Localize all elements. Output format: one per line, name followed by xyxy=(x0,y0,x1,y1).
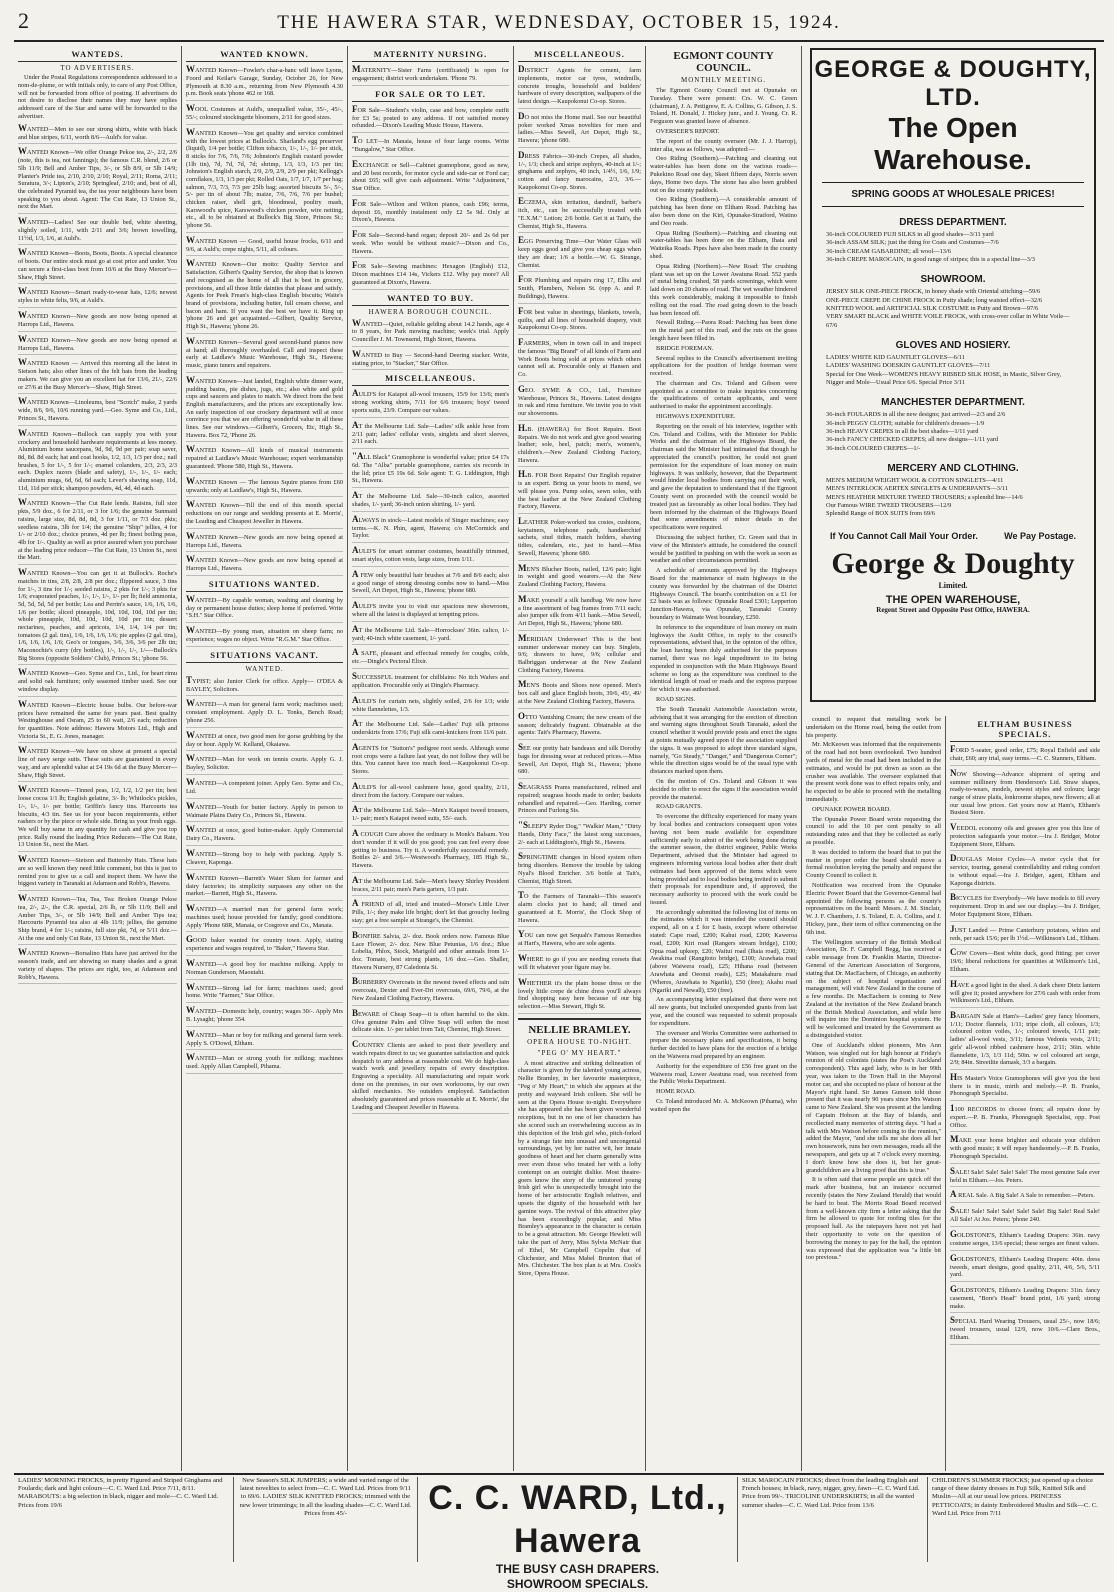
classified-ad: WOOL Costumes at Auld's, unequalled value, 35/-, 45/-, 55/-; coloured stockingette bloomers, 2/11 for good sizes. xyxy=(186,103,343,125)
classified-ad: COW Covers—Best white duck, good fitting; per cover 19/6; liberal reductions for quantities at Wilkinson's Ltd., Eltham. xyxy=(950,947,1100,976)
classified-ad: WANTED Known—We offer Orange Pekoe tea, 2/-, 2/2, 2/6 (note, this is tea, not fannings); the famous C.R. blend, 2/6 or 5lb 11/9; Bell and Amber Tips, 3/-, or 5lb 8/9, or 5lb 14/9; Planter's Pride tea, 2/10, 2/10, 2/10; Royal, 2/11; Roma, 2/11; Suratura, 3/-; Lipton's, 2/10; Springleaf, 2/10; and, best of all, the celebrated Pyramid tea, the tea your neighbours have been speaking to you about. Agent: The Cut Rate, 13 Union St., next the Mart. xyxy=(18,146,177,214)
classified-ad: H.B. (HAWERA) for Boot Repairs. Boot Repairs. We do not work and give good wearing leather; sole, heel, patch; men's, women's, children's.—New Zealand Clothing Factory, Hawera. xyxy=(518,423,641,468)
classified-ad: A FEW only beautiful hair brushes at 7/6 and 8/6 each; also a good range of strong dressing combs now to hand.—Miss Sewell, Art Depot, High St., Hawera; 'phone 680. xyxy=(352,569,509,598)
classified-ad: WANTED—A good boy for machine milking. Apply to Norman Gunderson, Maoutahi. xyxy=(186,958,343,980)
ad-line: LADIES' WASHING DOESKIN GAUNTLET GLOVES—7/11 xyxy=(826,362,991,370)
ad-list xyxy=(186,594,343,647)
article-paragraph: The South Taranaki Automobile Association wrote, advising that it was arranging for the erection of direction and warning signs throughout South Taranaki, asked the council whether it would provide posts and erect the signs at points mutually agreed upon if the association supplied the signs. It was proposed to adopt three standard signs, namely, "Go Steady," "Danger," and "Dangerous Corner"; while the direction signs would be of the usual type with distances marked upon them. xyxy=(650,705,797,776)
classified-ad: NOW Showing—Advance shipment of spring and summer millinery from Henderson's Ltd. Straw shapes, ready-to-wears, models, newest styles and colours; large range of straw plaits, lonkroome shapes, new flowers; all at our usual low prices. Get yours now at Ham's, Eltham's Busiest Store. xyxy=(950,768,1100,820)
classified-ad: WANTED Known—Several good second-hand pianos now at hand; all thoroughly overhauled. Call and inspect these early at Laidlaw's Music Warehouse, High St., Hawera; music, piano tuners and repairers. xyxy=(186,336,343,373)
ad-line: Splendid Range of BOX SUITS from 69/6 xyxy=(826,510,935,518)
classified-ad: A COUGH Cure above the ordinary is Monk's Balsam. You don't wonder if it will do you good; you can feel every dose getting to business. Try it. A wonderfully successful remedy. Bottles 2/- and 3/6.—Westwood's Pharmacy, 185 High St., Hawera. xyxy=(352,828,509,873)
classified-ad: WANTED—Domestic help, country; wages 30/-. Apply Mrs B. Lysaght; 'phone 354. xyxy=(186,1005,343,1027)
classified-ad: WANTED—Men to see our strong shirts, white with black and blue stripes, 6/11, worth 8/6—Auld's for value. xyxy=(18,123,177,145)
classified-ad: WANTED—Strong boy to help with packing. Apply S. Cleaver, Kaponga. xyxy=(186,848,343,870)
ad-list xyxy=(18,123,177,984)
ward-ad-center-right: SILK MAROCAIN FROCKS; direct from the leading English and French houses; in black, navy, nigger, grey, fawn—C. C. Ward Ltd. Price from 99/-. TRICOLINE UNDERSKIRTS; in all the wanted summer shades—C. C. Ward Ltd. Price from 13/6 xyxy=(738,1477,928,1562)
article-paragraph: OVERSEER'S REPORT. xyxy=(656,127,720,135)
classified-ad: WANTED Known—Fowler's char-a-banc will leave Lyons, Foord and Keilar's Garage, Sunday, October 26, for New Plymouth at 8.30 a.m., returning from New Plymouth 4.30 p.m. Book seats 'phone 462 or 168. xyxy=(186,64,343,101)
classified-ad: BICYCLES for Everybody—We have models to fill every requirement. Drop in and see our display.—Ira J. Bridger, Motor Equipment Store, Eltham. xyxy=(950,892,1100,921)
classified-ad: FARMERS, when in town call in and inspect the famous "Big Brand" of all kinds of Farm and Work Boots being sold at prices which others cannot sell at. Procurable only at Hansen and Co. xyxy=(518,337,641,382)
classified-ad: 1100 RECORDS to choose from; all repairs done by expert.—P. B. Franks, Phonograph Specialist, opp. Post Office. xyxy=(950,1103,1100,1132)
classified-ad: MAKE your home brighter and educate your children with good music; it will repay handsomely.—P. B. Franks, Phonograph Specialist. xyxy=(950,1134,1100,1163)
ward-advertisement xyxy=(14,1473,1104,1591)
ad-line: ONE-PIECE CREPE DE CHINE FROCK in Putty shade; long waisted effect—32/6 xyxy=(826,296,1043,304)
article-paragraph: Mr. McKeown was informed that the requirements of the road had not been overlooked. Two hundred yards of metal for the road had been included in the estimates, and would be put down as soon as the crusher was available. The overseer explained that the present work done was to effect repairs only, and he expected to be able to proceed with the metalling immediately. xyxy=(806,741,941,803)
mail-order-text: If You Cannot Call Mail Your Order. xyxy=(830,530,978,541)
article-paragraph: A schedule of amounts approved by the Highways Board for the maintenance of main highways in the county was forwarded by the chairman of the District Highways Council. The board's contribution on a £1 for £2 basis was as follows: Opunake Road £301; Lepperton Junction-Hawera, via Opunake, Taranaki County boundary to Waimate West boundary, £250. xyxy=(650,567,797,621)
classified-ad: BEWARE of Cheap Soap—it is often harmful to the skin. Olva genuine Palm and Olive Soap will soften the most delicate skin. 1/- per tablet from Tait, Chemist, High Street. xyxy=(352,1008,509,1037)
section-heading: WANTED KNOWN. xyxy=(186,49,343,62)
classified-ad: WANTED Known—We have on show at present a special line of navy serge suits. These suits are guaranteed in every way, and are splendid value at £4 19s 6d at the Busy Mercer—Shaw, High Street. xyxy=(18,745,177,782)
ad-line: 36-inch HEAVY CREPES in all the best shades—1/11 yard xyxy=(826,427,979,435)
classified-ad: FOR best value in sheetings, blankets, towels, quilts, and all lines of household drapery, visit Kaupokonui Co-op. Stores. xyxy=(518,306,641,335)
classified-ad: WANTED—Quiet, reliable gelding about 14.2 hands, age 4 to 8 years, for Park mowing machine; week's trial. Apply Counciller J. M. Townsend, High Street, Hawera. xyxy=(352,318,509,347)
classified-ad: AT the Melbourne Ltd. Sale—Men's heavy Shirley President braces, 2/11 pair; men's Paris garters, 1/3 pair. xyxy=(352,875,509,897)
article-paragraph: The Egmont County Council met at Opunake on Tuesday. There were present: Crs. W. C. Green (chairman), J. A. Pettigrew, E. A. Collins, G. Gibson, J. S. Toland, H. Donald, J. Hickey junr., and J. Young. Cr. R. Ferguson was granted leave of absence. xyxy=(650,87,797,126)
ad-list xyxy=(186,64,343,576)
newspaper-page xyxy=(14,6,1104,1591)
classified-ad: "SLEEPY Ryder Dog," "Walkin' Mam," "Dirty Hands, Dirty Face," the latest song successes, 2/- each at Liddington's, High St., Hawera. xyxy=(518,820,641,849)
classified-ad: LEATHER Poker-worked tea cosies, cushions, keytainers, telephone pads, handkerchief sachets, stud tidies, match holders, shaving tidies, calendars, etc., just to hand.—Miss Sewell, Hawera; 'phone 680. xyxy=(518,516,641,561)
classified-ad: WANTED Known — Good, useful house frocks, 6/11 and 9/6, at Auld's; crepe nights, 5/11, all colours. xyxy=(186,235,343,257)
divider xyxy=(518,1018,641,1020)
ad-line: 36-inch CREPE MAROCAIN, in good range of stripes; this is a special line—3/3 xyxy=(826,255,1035,263)
dept-heading: SHOWROOM. xyxy=(920,274,986,286)
classified-ad: WANTED—Youth for butter factory. Apply in person to Waimate Plains Dairy Co., Princes St., Hawera. xyxy=(186,801,343,823)
classified-ad: EXCHANGE or Sell—Cabinet gramophone, good as new, and 20 best records, for motor cycle and side-car or Ford car; about £65; will give cash adjustment. Write "Adjustment," Star Office. xyxy=(352,159,509,196)
classified-ad: WANTED Known—Till the end of this month special reductions on our range and wedding presents at E. Morris', the Leading and Cheapest Jeweller in Hawera. xyxy=(186,499,343,528)
classified-ad: DISTRICT Agents for cement, farm implements, motor car tyres, windmills, concrete troughs, household and builders' hardware of every description, wallpapers of the latest design.—Kaupokonui Co-op. Stores. xyxy=(518,64,641,109)
article-paragraph: council to request that metalling work be undertaken on the Home road, being the outlet from his property. xyxy=(806,716,941,739)
classified-ad: MAKE yourself a silk handbag. We now have a fine assortment of bag frames from 7/11 each; also jumper silk from 4/11 hank.—Miss Sewell, Art Depot, High St., Hawera; 'phone 680. xyxy=(518,594,641,631)
classified-ad: WANTED—Man for work on tennis courts. Apply G. J. Bayley, Solicitor. xyxy=(186,753,343,775)
classified-ad: ALWAYS in stock—Latest models of Singer machines; easy terms.—K. N. Phin, agent, Hawera; c/o McCormick and Taylor. xyxy=(352,514,509,543)
classified-ad: FOR Plumbing and repairs ring 17, Ellis and Smith, Plumbers, Nelson St. (opp A. and P. Buildings), Hawera. xyxy=(518,274,641,303)
classified-ad: WANTED Known—New goods are now being opened at Harrops Ltd., Hawera. xyxy=(186,531,343,553)
classified-ad: WANTED Known—Smart ready-to-wear hats, 12/6; newest styles in white felts, 9/6, at Auld's. xyxy=(18,286,177,308)
classified-ad: FOR Sale—Student's violin, case and bow, complete outfit for £3 5s; posted to any address. If not satisfied money refunded.—Dixon's Leading Music House, Hawera. xyxy=(352,104,509,133)
column-wanted-known xyxy=(182,46,348,1471)
ad-line: JERSEY SILK ONE-PIECE FROCK, in honey shade with Oriental stitching—59/6 xyxy=(826,288,1041,296)
classified-ad: SEAGRASS Prams manufactured, relined and repaired; seagrass hoods made to order; baskets rehandled and repaired.—Geo. Harding, corner Princes and Furlong Sts. xyxy=(518,781,641,818)
ward-ad-center-left: New Season's SILK JUMPERS; a wide and varied range of the latest novelties to select from—C. C. Ward Ltd. Prices from 9/11 to 69/6. LADIES' SILK KNITTED FROCKS; trimmed with the new lower trimmings; in all the leading shades—C. C. Ward Ltd. Prices from 45/- xyxy=(234,1477,418,1562)
article-paragraph: Opua Riding (Southern).—Patching and cleaning out water-tables has been done on the Eltham, Ihaia and Waiteika Roads. Pipes have also been made in the county shed. xyxy=(650,229,797,260)
article-paragraph: On the motion of Crs. Toland and Gibson it was decided to offer to erect the signs if the association would provide the material. xyxy=(650,777,797,801)
classified-ad: SPECIAL Hard Wearing Trousers, usual 25/-, now 18/6; tweed trousers, usual 12/9, now 10/6.—Clare Bros., Eltham. xyxy=(950,1315,1100,1344)
ad-line: 36-inch FANCY CHECKED CREPES; all new designs—1/11 yard xyxy=(826,436,999,444)
ad-line: Our Famous WIRE TWEED TROUSERS—12/9 xyxy=(826,501,952,509)
classified-ad: WANTED Known—Electric house bulbs. Our before-war prices have remained the same for years past. Best quality Westinghouse and Osram, 25 to 60 watt, 2/6 each; reduction for quantities. Note address: Hawera Motors Ltd., High and Victoria St., E. G. Jones, manager. xyxy=(18,699,177,744)
classified-ad: WANTED—Man or strong youth for milking; machines used. Apply Allan Campbell, Pihama. xyxy=(186,1052,343,1074)
ad-line: 36-inch COLOURED FUJI SILKS in all good shades—3/11 yard xyxy=(826,231,994,238)
classified-ad: GOOD baker wanted for country town. Apply, stating experience and wages required, to "Baker," Hawera Star. xyxy=(186,934,343,956)
classified-ad: WANTED—A man for general farm work; machines used; constant employment. Apply D. L. Tonks, Bench Road; 'phone 256. xyxy=(186,698,343,727)
page-number: 2 xyxy=(18,8,29,33)
article-paragraph: Oeo Riding (Southern).—A considerable amount of patching has been done on Eltham Road. Patching has also been done on the Kiri, Opunake-Stratford, Watino and Oeo roads. xyxy=(650,196,797,227)
article-subtitle: OPERA HOUSE TO-NIGHT. xyxy=(527,1037,632,1046)
article-title: NELLIE BRAMLEY. xyxy=(528,1023,631,1036)
article-paragraph: Several replies to the Council's advertisement inviting applications for the position of bridge foreman were received. xyxy=(650,354,797,378)
classified-ad: AT the Melbourne Ltd. Sale—Ladies' silk ankle hose from 2/11 pair; ladies' cellular vests, singlets and short sleeves, 2/11 each. xyxy=(352,420,509,449)
ad-line: MEN'S MEDIUM WEIGHT WOOL & COTTON SINGLETS—4/11 xyxy=(826,476,1004,484)
ad-lines xyxy=(812,477,1094,519)
article-paragraph: Opua Riding (Northern).—New Road: The crushing plant was set up on the Lower Awatuna Road. 552 yards of metal being crushed, 58 yards screenings, which were laid down on 20 chains of road. The wet weather hindered this work considerably, making it impossible to finish rolling out the road. The road going down to the beach has been fenced off. xyxy=(650,262,797,317)
classified-ad: WANTED Known—Tea, Tea, Tea: Broken Orange Pekoe tea, 2/-, 2/-, the C.R. special, 2/6 lb, or 5lb 11/9; Bell and Amber Tips, 3/-, or 5lb 14/9; Bell and Amber Tips tea; Harcourts Pyramid tea also at 4lb 11/9; jellies, the genuine Ship brand, 4 for 1/-; raisins, full size pkt, 7d, or 5/11 doz.—At the one and only Cut Rate, 13 Union St., next the Mart. xyxy=(18,893,177,945)
article-paragraph: The report of the county overseer (Mr. J. J. Harrop), inter alia, was as follows, was adopted:— xyxy=(650,137,797,153)
ward-tagline-2: SHOWROOM SPECIALS. xyxy=(506,1577,649,1591)
article-subtitle: MONTHLY MEETING. xyxy=(680,76,767,84)
classified-ad: WANTED Known—Geo. Syme and Co., Ltd., for heart rimu and solid oak furniture; only seasoned timber used. See our window display. xyxy=(18,667,177,696)
ward-ad-right: CHILDREN'S SUMMER FROCKS; just opened up a choice range of these dainty dresses in Fuji Silk, Knitted Silk and Muslin—All at our usual low prices. PRINCESS PETTICOATS; in dainty Embroidered Muslin and Silk—C. C. Ward Ltd. Price from 7/11 xyxy=(932,1477,1098,1517)
classified-ad: DO not miss the Home mail. See our beautiful poker worked Xmas novelties for men and ladies.—Miss Sewell, Art Depot, High St., Hawera; 'phone 680. xyxy=(518,111,641,148)
article-paragraph: Cr. Toland introduced Mr. A. McKeown (Pihama), who waited upon the xyxy=(650,1098,797,1113)
section-heading: MATERNITY NURSING. xyxy=(352,49,509,62)
classified-ad: VEEDOL economy oils and greases give you this line of protection safeguards your motor.—Ira J. Bridger, Motor Equipment Store, Eltham. xyxy=(950,822,1100,851)
sub-heading: HAWERA BOROUGH COUNCIL. xyxy=(368,307,493,316)
classified-ad: AULD'S invite you to visit our spacious new showroom, where all the latest is displayed at tempting prices. xyxy=(352,600,509,622)
classified-ad: A SAFE, pleasant and effectual remedy for coughs, colds, etc.—Dingle's Pectoral Elixir. xyxy=(352,647,509,669)
ad-line: VERY SMART BLACK and WHITE VOILE FROCK, with cross-over collar in White Voile—67/6 xyxy=(826,313,1070,329)
article-paragraph: Authority for the expenditure of £56 free grant on the Waiwera road, Lower Awatuna road, was received from the Public Works Department. xyxy=(650,1062,797,1086)
article-paragraph: A most attractive and striking delineation of character is given by the talented young actress, Nellie Bramley, in her favourite masterpiece, "Peg o' My Heart," in which she appears at the pretty and wayward Irish colleen. She will be seen at the Opera House to-night. Everywhere she has appeared she has been given wonderful receptions, but in no one of her characters has she scored such an overwhelming success as in this depiction of the Irish girl who, pitch-forked by a strange fate into unusual and uncongenial surroundings, yet by her native wit, her innate goodness of heart and her charm generally wins over even those who treated her with a lofty contempt on an outright dislike. Most theatre-goers know the story of the untutored young Irish girl who is unexpectedly brought into the home of her aristocratic English relatives, and upsets the dignity of the household with her gamine ways. The revival of this attractive play has been exceedingly popular, and Miss Bramley's appearance in the character is certain to be a great attraction. Mr. George Hewlett will take the part of Jerry, Miss Sylvia McNair that of Ethel, Mr Campbell Copelin that of Chichester, and Miss Mabel Brunton that of Mrs. Chichester. The box plan is at Mrs. Cook's Store, Opera House. xyxy=(518,1059,641,1278)
article-paragraph: HOME ROAD. xyxy=(656,1088,696,1096)
classified-ad: WANTED Known—You can get it at Bullock's. Roche's matches in tins, 2/8, 2/8, 2/8 per doz.; flippered sauce, 3 tins for 1/-, 3 tins for 1/-; seeded raisins, 2 pkts for 1/-; 3 pkts for 1/6; evaporated peaches, 1/-, 1/-, 1/-, 1/- per lb; field ammonia, 5d, 5d, 5d, 5d per bottle; Lea and Perrin's sauce, 1/6, 1/6, 1/6, 1/6 per bottle; sliced pineapple, 10d, 10d, 10d, 10d per tin; whole pineapple, 10d, 10d, 10d, 10d per tin; dessert nectarines, peaches, and apricots, 1/4, 1/4, 1/4 per tin; tomatoes (2 gal. tins), 1/6, 1/6, 1/6, 1/6; pie apples (2 gal. tins), 1/6, 1/6, 1/6, 1/6; Geo's or tongues, 3/6, 3/6, 3/6 per 2lb tin; Maconochie's curry (dry bottles), 1/-, 1/-, 1/-, 1/-—Bullock's Big Stores (opposite Soldiers' Club), Princes St.; 'phone 56. xyxy=(18,567,177,665)
classified-ad: WANTED—Ladies! See our double bed, white sheeting, slightly soiled, 1/11, with 2/11 and 3/6; brown towelling, 11½d, 1/3, 1/6, at Auld's. xyxy=(18,216,177,245)
classified-ad: AULD'S for curtain nets, slightly soiled, 2/6 for 1/3; wide white flannelettes, 1/3. xyxy=(352,695,509,717)
article-paragraph: It was decided to inform the board that to put the matter in proper order the board should move a formal resolution levying the penalty and request the County Council to collect it. xyxy=(806,848,941,880)
classified-ad: WANTED Known—The Cut Rate lends. Raisins, full size pkts, 5/9 doz., 6 for 2/11, or 3 for 1/6; the genuine Sunmaid raisins, large size, 8d, 8d, 8d, 3 for 1/11, or 7/3 doz. pkts; seedless raisins, 3lb for 1/4; the genuine "Ship" jellies, 4 for 1/- or 2/10 doz.; choice prunes, 4d per lb; finest boiling peas, 4lb for 1/-. Quality as well as price assured when you purchase at the leading price reducer—The Cut Rate, 13 Union St., next the Mart. xyxy=(18,497,177,565)
classified-ad: ECZEMA, skin irritation, dandruff, barber's itch, etc., can be successfully treated with "E.X.M." Lotion; 2/6 bottle. Get it at Tait's, the Chemist, High St., Hawera. xyxy=(518,196,641,233)
article-paragraph: It is often said that some people are quick off the mark after business, but an instance occurred recently (states the New Zealand Herald) that would be hard to beat. The Morris Road Board received from a well-known city firm a letter asking that the firm be allowed to quote for roofing tiles for the proposed hall. As the ratepayers have not yet had their opportunity to vote on the question of borrowing the money to pay for the hall, the opinion was expressed that the application was "a little bit too previous." xyxy=(806,1176,941,1262)
ad-list xyxy=(352,388,509,1114)
classified-ad: AT the Melbourne Ltd. Sale—Horrockses' 36in. calico, 1/- yard; 40-inch white casement, 1/- yard. xyxy=(352,624,509,646)
classified-ad: WANTED to Buy — Second-hand Deering stacker. Write, stating price, to "Stacker," Star Office. xyxy=(352,349,509,371)
ad-list xyxy=(352,318,509,371)
classified-ad: A FRIEND of all, tried and trusted—Morse's Little Liver Pills, 1/-; they make life bright; don't let that grouchy feeling stay; get a free sample at Strange's, the Chemist. xyxy=(352,898,509,927)
section-heading: WANTEDS. xyxy=(18,49,177,62)
classified-ad: WANTED—Strong lad for farm; machines used; good home. Write "Farmer," Star Office. xyxy=(186,982,343,1004)
classified-ad: WANTED Known—New goods are now being opened at Harrops Ltd., Hawera. xyxy=(18,310,177,332)
column-wanteds xyxy=(14,46,182,1471)
classified-ad: MERIDIAN Underwear! This is the best summer underwear money can buy. Singlets, 9/6; drawers to have, 9/6; cellular and Balbriggan underwear at the New Zealand Clothing Factory, Hawera. xyxy=(518,633,641,678)
ad-list xyxy=(518,64,641,1014)
classified-ad: GOLDSTONE'S, Eltham's Leading Drapers: 31in. fancy casement, "Bore's Head" brand print, 1/6 yard; strong make. xyxy=(950,1284,1100,1313)
ward-ad-left: LADIES' MORNING FROCKS, in pretty Figured and Striped Ginghams and Foulards; dark and light colours—C. C. Ward Ltd. Price 7/11, 8/11. MARABOUTS: a big selection in black, nigger and mole—C. C. Ward Ltd. Prices from 19/6 xyxy=(14,1477,234,1562)
dept-heading: GLOVES AND HOSIERY. xyxy=(895,339,1011,351)
classified-ad: AT the Melbourne Ltd. Sale—Men's Kaiapoi tweed trousers, 1/- pair; men's Kaiapoi tweed suits, 55/- each. xyxy=(352,804,509,826)
classified-ad: WANTED Known—You get quality and service combined with the lowest prices at Bullock's. Sharland's egg preserver (liquid), 1/4 per bottle; Clifton tobacco, 1/-, 1/-, 1/- per stick, 8 sticks for 7/6, 7/6, 7/6; Johnston's English custard powder (1lb tin), 7d, 7d, 7d, 7d; shrimp, 1/3, 1/3, 1/3 per tin; Johnston's English starch, 2/9, 2/9, 2/9, 2/9 per pkt; Kellogg's cornflakes, 1/3, 1/3 per pkt; Rolled Oats, 1/7, 1/7, 1/7 per bag; salmon, 7/3, 7/3, 7/3 per 25lb bag; assorted biscuits 5/-, 5/-, 5/- per tin of about 7lb; maize, 7/6, 7/6, 7/6 per bushel; chicken raiser, shell grit, bloodmeal, poultry mash, Karswood's spice, Karswood's chicken powder, wire netting, etc., all to be obtained at Bullock's Big Store, Princes St.; 'phone 56. xyxy=(186,127,343,233)
ad-limited: Limited. xyxy=(938,580,968,590)
classified-ad: TYPIST; also Junior Clerk for office. Apply— O'DEA & BAYLEY, Solicitors. xyxy=(186,675,343,697)
classified-ad: WANTED Known—Bullock can supply you with your crockery and household hardware requirements at less money. Aluminium home saucepans, 9d, 9d, 9d per pair; soap saver, 8d, 8d. 8d each; hat and coat hooks, 1/2, 1/3, 1/3 per doz.; nail brushes, 5 for 1/-, 5 for 1/-; enamel colanders, 2/3, 2/3, 2/3 each. Duplex razors (blade and safety), 1/-, 1/-, 1/- each; aluminium mugs, 6d, 6d, 6d each; Lever's shaving soap, 11d, 11d, 11d per stick; shampoo powders, 4d, 4d, 4d each. xyxy=(18,428,177,496)
classified-ad: DOUGLAS Motor Cycles—A motor cycle that for service, touring, general controllability and riding comfort is without equal.—Ira J. Bridger, agent, Eltham and Kaponga districts. xyxy=(950,853,1100,890)
classified-ad: WANTED Known—Linoleums, best "Scotch" make, 2 yards wide, 8/6, 9/6, 10/6 running yard.—Geo. Syme and Co., Ltd., Princes St., Hawera. xyxy=(18,396,177,425)
classified-ad: TO LET—In Manaia, house of four large rooms. Write "Bungalow," Star Office. xyxy=(352,135,509,157)
article-body xyxy=(806,716,941,1262)
ad-list xyxy=(352,64,509,86)
ad-list xyxy=(352,104,509,290)
article-title: EGMONT COUNTY COUNCIL. xyxy=(673,50,774,74)
classified-ad: WANTED Known—New goods are now being opened at Harrops Ltd., Hawera. xyxy=(186,554,343,576)
article-paragraph: He accordingly submitted the following list of items on the estimates which it was intended the council should expend, all on a £ for £ basis, except where otherwise stated: Cape road, £200; Kahui road, £200; Kaweroa road, £200; Kiri road (Rangers stream bridge), £100; Opua road upkeep, £20; Waitui road (Ihaia road), £200; Awakina road (Rangitoto bridge), £100; Arawhata road (above Waiwera road), £25; Hihana road (between Arawhata and Oeonui roads), £25; Matakahuru road (Wheres, Arawhata to Ngariki), £50 (free); Akahu road (Ngariki and Newall), £50 (free). xyxy=(650,908,797,994)
article-paragraph: The Wellington secretary of the British Medical Association, Dr. F. Campbell Begg, has received a cable message from Dr. Franklin Martin, Director-General of the American Association of Surgeons, stating that Dr. MacEachern, of Chicago, an authority on the subject of hospital organisation and management, will visit New Zealand in the course of a few months. Dr. MacEachern is coming to New Zealand at the invitation of the New Zealand branch of the British Medical Association, and while here will inquire into the Dominion hospital system. He will be welcomed and treated by the Government as a distinguished visitor. xyxy=(806,938,941,1040)
classified-ad: WANTED Known—Boots, Boots, Boots. A special clearance of boots. Our entire stock must go at cost price and under. You can secure a first-class boot from 10/6 at the Busy Mercer's—Shaw, High Street. xyxy=(18,247,177,284)
classified-ad: SALE! Sale! Sale! Sale! Sale! The most genuine Sale ever held in Eltham.—Jos. Peters. xyxy=(950,1166,1100,1188)
article-paragraph: BRIDGE FOREMAN. xyxy=(656,344,714,352)
section-heading: MISCELLANEOUS. xyxy=(352,373,509,386)
classified-ad: SUCCESSFUL treatment for chilblains: No itch Wafers and application. Procurable only at Dingle's Pharmacy. xyxy=(352,671,509,693)
article-paragraph: ROAD SIGNS. xyxy=(656,695,696,703)
article-body xyxy=(518,1060,641,1278)
classified-ad: JUST Landed — Prime Canterbury potatoes, whites and reds, per sack 15/6; per lb 1½d.—Wilkinson's Ltd., Eltham. xyxy=(950,924,1100,946)
section-heading: SITUATIONS VACANT. xyxy=(186,650,343,663)
column-for-sale xyxy=(348,46,514,1471)
classified-ad: GOLDSTONE'S, Eltham's Leading Drapers: 40in. dress tweeds, smart designs, good quality, 2/11, 4/6, 5/6, 5/11 yard. xyxy=(950,1253,1100,1282)
classified-ad: WANTED—Man or boy for milking and general farm work. Apply S. O'Dowd, Eltham. xyxy=(186,1029,343,1051)
lower-split xyxy=(802,716,1104,1471)
ad-line: 36-inch PEGGY CLOTH; suitable for children's dresses—1/9 xyxy=(826,419,985,427)
masthead xyxy=(14,6,1104,42)
classified-ad: WANTED—A married man for general farm work; machines used; house provided for family; good conditions. Apply 'Phone 68R, Manaia, or Cosgrove and Co., Manaia. xyxy=(186,903,343,932)
ad-location: Regent Street and Opposite Post Office, HAWERA. xyxy=(876,605,1030,614)
classified-ad: FORD 5-seater, good order, £75; Royal Enfield and side chair, £60; any trial, easy terms.—C. C. Stanners, Eltham. xyxy=(950,744,1100,766)
columns xyxy=(14,46,1104,1471)
ad-company: GEORGE & DOUGHTY, LTD. xyxy=(814,56,1092,111)
dept-heading: DRESS DEPARTMENT. xyxy=(899,217,1007,228)
classified-ad: AULD'S for smart summer costumes, beautifully trimmed, smart styles, cotton vests, large sizes, from 1/11. xyxy=(352,545,509,567)
article-paragraph: Discussing the subject further, Cr. Green said that in view of the Minister's attitude, he considered the council would be justified in pushing on with the work as soon as weather and other circumstances permitted. xyxy=(650,534,797,565)
classified-ad: COUNTRY Clients are asked to post their jewellery and watch repairs direct to us; we guarantee satisfaction and quick despatch to any address at reasonable cost. We do high-class watch work and jewellery repairs of every description. Engraving a speciality. All manufacturing and repair work done on the premises, in our own workrooms, by our own skilled mechanics. No outsiders employed. Satisfaction absolutely guaranteed and prices reasonable at E. Morris', the Leading and Cheapest Jeweller in Hawera. xyxy=(352,1039,509,1114)
ad-lines xyxy=(812,288,1094,330)
article-paragraph: Reporting on the result of his interview, together with Crs. Toland and Collins, with the Minister for Public Works and the chairman of the Highways Board, the chairman said the Minister had intimated that though he appreciated the council's position, he could not grant permission for the expenditure of loan money on main highways. It was unlikely, however, that the Department would hinder local bodies from carrying out their work, and gave the deputation to understand that if the Egmont County went on proceeded with the council would be treated just as favourably as other local bodies. They had been informed by the chairman of the Highways Board that some amendments of minor details in the specifications were required. xyxy=(650,422,797,532)
ad-line: 36-inch FOULARDS in all the new designs; just arrived—2/3 and 2/6 xyxy=(826,411,1006,419)
ad-line: 36-inch CREAM GABARDINE; all wool—13/6 xyxy=(826,247,951,255)
ward-name: C. C. WARD, Ltd., Hawera xyxy=(428,1479,727,1560)
council-continued xyxy=(802,716,946,1471)
classified-ad: WANTED—By capable woman, washing and cleaning by day or permanent house duties; sleep home if preferred. Write "S.H." Star Office. xyxy=(186,594,343,623)
order-line xyxy=(830,531,1076,541)
classified-ad: WANTED Known—All kinds of musical instruments repaired at Laidlaw's Music Warehouse; expert workmanship guaranteed. 'Phone 580, High St., Hawera. xyxy=(186,444,343,473)
classified-ad: DRESS Fabrics—30-inch Crepes, all shades, 1/-, 1/3; check and stripe zephyrs, 40-inch at 1/-; ginghams and zephyrs, 40 inch, 1/4½, 1/6, 1/9; cotton and fancy marocains, 2/3, 3/6.—Kaupokonui Co-op. Stores. xyxy=(518,150,641,195)
dept-heading: MERCERY AND CLOTHING. xyxy=(887,462,1019,474)
classified-ad: "ALL Black" Gramophone is wonderful value; price £4 17s 6d. The "Alba" portable gramophone, carries six records in the lid; price £5 19s 6d. Sole agent: T. G. Liddington, High St., Hawera. xyxy=(352,451,509,488)
classified-ad: WHETHER it's the plain house dress or the lovely little crepe de chine dress you'll always find shopping easy here because of our big selection.—Miss Stewart, High St. xyxy=(518,977,641,1014)
sub-heading: TO ADVERTISERS. xyxy=(60,64,135,72)
classified-ad: SEE our pretty hair bandeaux and silk Dorothy bags for dressing wear at reduced prices.—Miss Sewell, Art Depot, High St., Hawera; 'phone 680. xyxy=(518,742,641,779)
column-egmont-council xyxy=(646,46,802,1471)
classified-ad: WANTED Known—Just landed, English white dinner ware, pudding basins, pie dishes, jugs, etc.; also white and gold cups and saucers and plates to match. We direct from the best English manufacturers, and the prices are exceptionally low. An early inspection of our crockery department will at once convince you that we are offering wonderful value in all these lines. See our windows.—Gilbert's, Grocers, Etc, High St., Hawera. Box 72, 'Phone 26. xyxy=(186,375,343,443)
dept-heading: MANCHESTER DEPARTMENT. xyxy=(881,397,1025,409)
classified-ad: WANTED—A competent joiner. Apply Geo. Syme and Co., Ltd. xyxy=(186,777,343,799)
article-paragraph: HIGHWAYS EXPENDITURE. xyxy=(656,413,736,421)
eltham-specials xyxy=(946,716,1104,1471)
ad-lines xyxy=(812,354,1094,387)
notice-text: Under the Postal Regulations correspondence addressed to a nom-de-plume, or with initials only, to care of any Post Office, will not be forwarded from office of posting. If advertisers do not desire to disclose their names they may have replies addressed care of the Star and same will be forwarded to the advertiser. xyxy=(18,74,177,120)
classified-ad: AGENTS for "Sutton's" pedigree root seeds. Although some root crops were a failure last year, do not follow they will be this. You cannot have too much feed.—Kaupokonui Co-op. Stores. xyxy=(352,742,509,779)
george-doughty-ad xyxy=(810,48,1096,702)
postage-text: We Pay Postage. xyxy=(1004,530,1076,541)
article-paragraph: The Opunake Power Board wrote requesting the council to add the 10 per cent penalty to all outstanding rates and that they be collected as early as possible. xyxy=(806,815,941,846)
ad-lines xyxy=(812,411,1094,453)
article-paragraph: The chairman and Crs. Toland and Gibson were appointed as a committee to make inquiries concerning the qualifications of certain applicants, and were authorised to make the appointment accordingly. xyxy=(650,379,797,411)
classified-ad: EGG Preserving Time—Our Water Glass will keep eggs good and give you cheap eggs when they are dear; 1/6 a bottle.—W. G. Strange, Chemist. xyxy=(518,235,641,272)
classified-ad: WANTED Known — Arrived this morning all the latest in Sietson hats; also other lines of the felt hats from the leading makers. We can give you an excellent hat for 13/6, 21/-, 22/6 or 27/6 at the Busy Mercer's—Shaw, High Street. xyxy=(18,357,177,394)
ad-line: MEN'S INTERLOCK AERTEX SINGLETS & UNDERPANTS—3/11 xyxy=(826,485,1008,493)
classified-ad: WANTED Known—Our motto: Quality Service and Satisfaction. Gilbert's Quality Service, the shop that is known and recognised as the home of all that is best in grocery, provisions, and all those little dainties that please and satisfy. Agents for Peek Frean's high-class English biscuits; Waite's brand of provisions, including butter, full cream cheese, and bacon and ham. If you want the best we have it. Ring up 'phone 26 and get acquainted.—Gilbert, Quality Service, High St., Hawera; 'phone 26. xyxy=(186,258,343,333)
ad-line: 36-inch ASSAM SILK; just the thing for Coats and Costumes—7/6 xyxy=(826,239,999,247)
article-paragraph: An accompanying letter explained that there were not all new grants, but included unexpended grants from last year, and the council was requested to submit proposals for expenditure. xyxy=(650,996,797,1027)
ward-tagline: THE BUSY CASH DRAPERS. xyxy=(495,1562,660,1576)
classified-ad: AULD'S for all-wool cashmere hose, good quality, 2/11, direct from the factory. Compare our values. xyxy=(352,781,509,803)
classified-ad: WANTED Known — The famous Squire pianos from £60 upwards; only at Laidlaw's, High St., Hawera. xyxy=(186,476,343,498)
article-body xyxy=(650,87,797,1114)
article-paragraph: In reference to the expenditure of loan money on main highways the Audit Office, in reply to the council's representations, advised that, in the opinion of the office, the loan having been duly authorised for the purposes named, there was no legal impediment to its being expended in conjunction with the Main Highways Board scheme so long as the expenditure was confined to the identical length of road or roads and the express purpose for which it was authorised. xyxy=(650,623,797,694)
section-heading: FOR SALE OR TO LET. xyxy=(352,89,509,102)
article-paragraph: To overcome the difficulty experienced for many years by local bodies and contractors consequent upon votes having not been made available for expenditure sufficiently early to admit of the work being done during the summer season, the district engineer, Public Works Department, advised that the Minister had agreed to engineers informing various local bodies after their draft estimates had been approved of the items which were being provided and to local bodies being invited to submit their proposals for expenditure and, if approved, the necessary authority to proceed with the work could be issued. xyxy=(650,813,797,906)
classified-ad: MATERNITY—Sister Farns (certificated) is open for engagement; district work undertaken. 'Phone 79. xyxy=(352,64,509,86)
section-heading: SITUATIONS WANTED. xyxy=(186,579,343,592)
classified-ad: WANTED—By young man, situation on sheep farm; no experience; wages no object. Write "R.G.M." Star Office. xyxy=(186,625,343,647)
ad-line: KNITTED WOOL and ARTIFICIAL SILK COSTUME in Putty and Brown—97/6 xyxy=(826,304,1039,312)
ad-list xyxy=(950,744,1100,1345)
ward-ad-banner xyxy=(418,1477,738,1591)
classified-ad: A REAL Sale. A Big Sale! A Sale to remember.—Peters. xyxy=(950,1189,1100,1203)
article-paragraph: Newall Riding.—Paora Road: Patching has been done on the metal part of this road, and the ruts on the grass length have been filled in. xyxy=(650,319,797,342)
classified-ad: H.B. FOR Boot Repairs! Our English repairer is an expert. Bring us your boots to mend, we will please you. Pump soles, sewn soles, with the best leather at the New Zealand Clothing Factory, Hawera. xyxy=(518,469,641,514)
classified-ad: WANTED Known—Borsalino Hats have just arrived for the season's trade, and are showing so many shades and a great variety of shapes. The prices are right, too, at Adamson and Robb's, Hawera. xyxy=(18,947,177,984)
article-paragraph: ROAD GRANTS. xyxy=(656,803,703,811)
column-miscellaneous xyxy=(514,46,646,1471)
ad-line: 36-inch COLOURED CREPES—1/- xyxy=(826,444,921,452)
classified-ad: AULD'S for Kaiapoi all-wool trousers, 15/9 for 13/6; men's strong working shirts, 7/11 for 6/6 trousers; boys' tweed sports suits, 23/9. Compare our values. xyxy=(352,388,509,417)
ad-list xyxy=(186,675,343,1074)
classified-ad: MEN'S Boots and Shoes now opened. Men's box calf and glace English boots, 39/6, 45/, 49/ at the New Zealand Clothing Factory, Hawera. xyxy=(518,679,641,708)
classified-ad: WANTED Known—New goods are now being opened at Harrops Ltd., Hawera. xyxy=(18,334,177,356)
classified-ad: SALE! Sale! Sale! Sale! Sale! Sale! Big Sale! Real Sale! All Sale! At Jos. Peters; 'phone 240. xyxy=(950,1205,1100,1227)
classified-ad: FOR Sale—Second-hand organ; deposit 20/- and 2s 6d per week. Who would be without music?—Dixon and Co., Hawera. xyxy=(352,229,509,258)
classified-ad: BURBERRY Overcoats in the newest tweed effects and rain overcoats, Dexter and Ever-Dri overcoats, 69/6, 79/6, at the New Zealand Clothing Factory, Hawera. xyxy=(352,976,509,1005)
section-heading: MISCELLANEOUS. xyxy=(518,49,641,62)
article-paragraph: The overseer and Works Committee were authorised to prepare the necessary plans and specifications, it being further decided to have plans for the erection of a bridge on the Waiwera road prepared by an engineer. xyxy=(650,1029,797,1061)
ad-store-name: The Open Warehouse. xyxy=(874,112,1032,175)
classified-ad: MEN'S Blucher Boots, nailed, 12/6 pair; light in weight and good wearers.—At the New Zealand Clothing Factory, Hawera. xyxy=(518,563,641,592)
classified-ad: WANTED Known—Stetson and Buttersby Hats. These hats are so well known they need little comment, but this is just to remind you to give us a call and inspect them. We have the biggest variety in Taranaki at Adamson and Robb's, Hawera. xyxy=(18,854,177,891)
classified-ad: GEO. SYME & CO., Ltd., Furniture Warehouse, Princes St., Hawera. Latest designs in oak and rimu furniture. We invite you to visit our showrooms. xyxy=(518,384,641,421)
classified-ad: TO the Farmers of Taranaki—This season's alarm clocks just to hand; all timed and guaranteed at E. Morris', the Clock Shop of Hawera. xyxy=(518,890,641,927)
section-heading: WANTED TO BUY. xyxy=(352,293,509,306)
classified-ad: HAVE a good light in the shed. A dark cheer Dietz lantern will give it; posted anywhere for 27/6 cash with order from Wilkinson's Ltd., Eltham. xyxy=(950,979,1100,1008)
classified-ad: OTTO Vanishing Cream; the new cream of the season; delicately fragrant. Obtainable at the agents: Tait's Pharmacy, Hawera. xyxy=(518,711,641,740)
ad-open-warehouse: THE OPEN WAREHOUSE, xyxy=(885,593,1021,606)
article-paragraph: One of Auckland's oldest pioneers, Mrs Ann Watson, was singled out for high honour at Friday's reunion of old colonists (states the Post's Auckland correspondent). This aged lady, who is in her 99th year, was taken to the Town Hall in the Mayoral motor car, and she occupied no place of honour at the Mayor's right hand. Sir James Gunson told those present that it was nearly 90 years since Mrs Watson came to New Zealand. She was present at the landing of Captain Hobson at the Bay of Islands, and recollected many memories of stirring days. "I had a talk with Mrs Watson before coming to the reunion," added the Mayor, "and she tells me she does all her own housework, runs her own messages, reads all the newspapers, and gets up at 7 o'clock every morning. I don't know how she does it, but her great-grandchildren are a living proof that this is true." xyxy=(806,1041,942,1174)
classified-ad: FOR Sale—Wilton and Wilton pianos, cash £96; terms, deposit £6, monthly instalment only £2 5s 9d. Only at Dixon's, Hawera. xyxy=(352,198,509,227)
sub-heading: WANTED. xyxy=(245,664,284,673)
article-paragraph: Oeo Riding (Southern).—Patching and cleaning out water-tables has been done on the various roads—Pukekino Road one day, Skeet fifteen days, Norris seven days, Home two days. The stone has also been grubbed out on the county paddock. xyxy=(650,155,797,194)
classified-ad: WANTED Known—Tinned peas, 1/2, 1/2, 1/2 per tin; best loose cocoa 1/1 lb; English gelatine, 3/- lb; Whitlock's pickles, 1/-, 1/-, 1/- per bottle; Griffin's fancy tins. Harcourts tea biscuits, 4/3 tin. See us for your bacon requirements, either rashers or by the piece or whole side. Bring us your fresh eggs. We will buy same in any quantity for cash and give you top price. Rally round the leading Price Reducers—The Cut Rate, 13 Union St., next the Mart. xyxy=(18,784,177,852)
article-paragraph: Notification was received from the Opunake Electric Power Board that the Governor-General had appointed the following persons as the county's representatives on the board: Messrs. J. M. Sinclair, W. J. F. Chambers, J. S. Toland, E. A. Collins, and J. Hickey, junr., their term of office commencing on the 6th inst. xyxy=(806,881,941,936)
ad-tagline: SPRING GOODS AT WHOLESALE PRICES! xyxy=(822,182,1084,207)
classified-ad: AT the Melbourne Ltd. Sale—Ladies' Fuji silk princess underskirts from 17/6; Fuji silk cami-knickers from 11/6 pair. xyxy=(352,718,509,740)
classified-ad: BONFIRE Salvia, 2/- doz. Book orders now. Famous Blue Lace Flower, 2/- doz. New Blue Petunias, 1/6 doz.; Blue Lobelia, Phlox, Stock, Marigold and other annuals from 1/- doz. Tomato, best strong plants, 1/6 doz.—Geo. Shaller, Hawera Nursery, 87 Caledonia St. xyxy=(352,930,509,975)
ad-line: MEN'S HEATHER MIXTURE TWEED TROUSERS; a splendid line—14/6 xyxy=(826,493,1023,501)
ad-line: Special for One Week—WOMEN'S HEAVY RIBBED SILK HOSE, in Mastic, Silver Grey, Nigger and Mole—Usual Price 6/6. Special Price 3/11 xyxy=(826,370,1062,386)
classified-ad: BARGAIN Sale at Ham's—Ladies' grey fancy bloomers, 1/11; Doctor flannels, 1/11; tripe cloth, all colours, 1/3; coloured cotton voiles, 1/-; coloured towels, 1/11 pair; ladies' all-wool vests, 3/11; famous Vedonis vests, 2/11; girls' all-wool ribbed cashmere hose, 2/11; 36in. white flannelette, 1/3, 1/3 11d; 50in. w col coloured art serge, 2/9; 84in. Streetlite damask, 3/3 a bargain. xyxy=(950,1010,1100,1070)
classified-ad: WANTED at once, two good men for gorse grubbing by the day or hour. Apply W. Kelland, Okaiawa. xyxy=(186,730,343,752)
classified-ad: HIS Master's Voice Gramophones will give you the best there is in music, mirth and melody.—P. B. Franks, Phonograph Specialist. xyxy=(950,1072,1100,1101)
article-paragraph: OPUNAKE POWER BOARD. xyxy=(812,805,891,813)
ad-line: LADIES' WHITE KID GAUNTLET GLOVES—6/11 xyxy=(826,353,965,361)
ad-logo: George & Doughty xyxy=(831,546,1075,580)
column-advertisements xyxy=(802,46,1104,1471)
classified-ad: AT the Melbourne Ltd. Sale—30-inch calico, assorted shades, 1/- yard; 36-inch union shirting, 1/- yard. xyxy=(352,490,509,512)
classified-ad: WHERE to go if you are needing corsets that will fit whatever your figure may be. xyxy=(518,953,641,975)
classified-ad: WANTED at once, good butter-maker. Apply Commercial Dairy Co., Hawera. xyxy=(186,824,343,846)
ad-lines xyxy=(812,231,1094,264)
classified-ad: YOU can now get Sequah's Famous Remedies at Hart's, Hawera, who are sole agents. xyxy=(518,929,641,951)
classified-ad: GOLDSTONE'S, Eltham's Leading Drapers: 36in. navy costume serges, 13/6 special; these serges are finest values. xyxy=(950,1229,1100,1251)
section-heading: ELTHAM BUSINESS SPECIALS. xyxy=(950,719,1100,742)
classified-ad: WANTED Known—Barrett's Water Slum for farmer and dairy factories; its simplicity surpasses any other on the market.—Barrett, High St., Hawera. xyxy=(186,872,343,901)
article-subtitle: "PEG O' MY HEART." xyxy=(537,1048,622,1057)
newspaper-title: THE HAWERA STAR, WEDNESDAY, OCTOBER 15, 1924. xyxy=(277,12,841,33)
classified-ad: SPRINGTIME changes in blood system often bring disorders. Remove the trouble by taking Nyal's Blood Enricher. 3/6 bottle at Tait's, Chemist, High Street. xyxy=(518,851,641,888)
classified-ad: FOR Sale—Sewing machines: Hexagon (English) £12, Dixon machines £14 14s, Vickers £12. Why pay more? All guaranteed at Dixon's, Hawera. xyxy=(352,260,509,289)
